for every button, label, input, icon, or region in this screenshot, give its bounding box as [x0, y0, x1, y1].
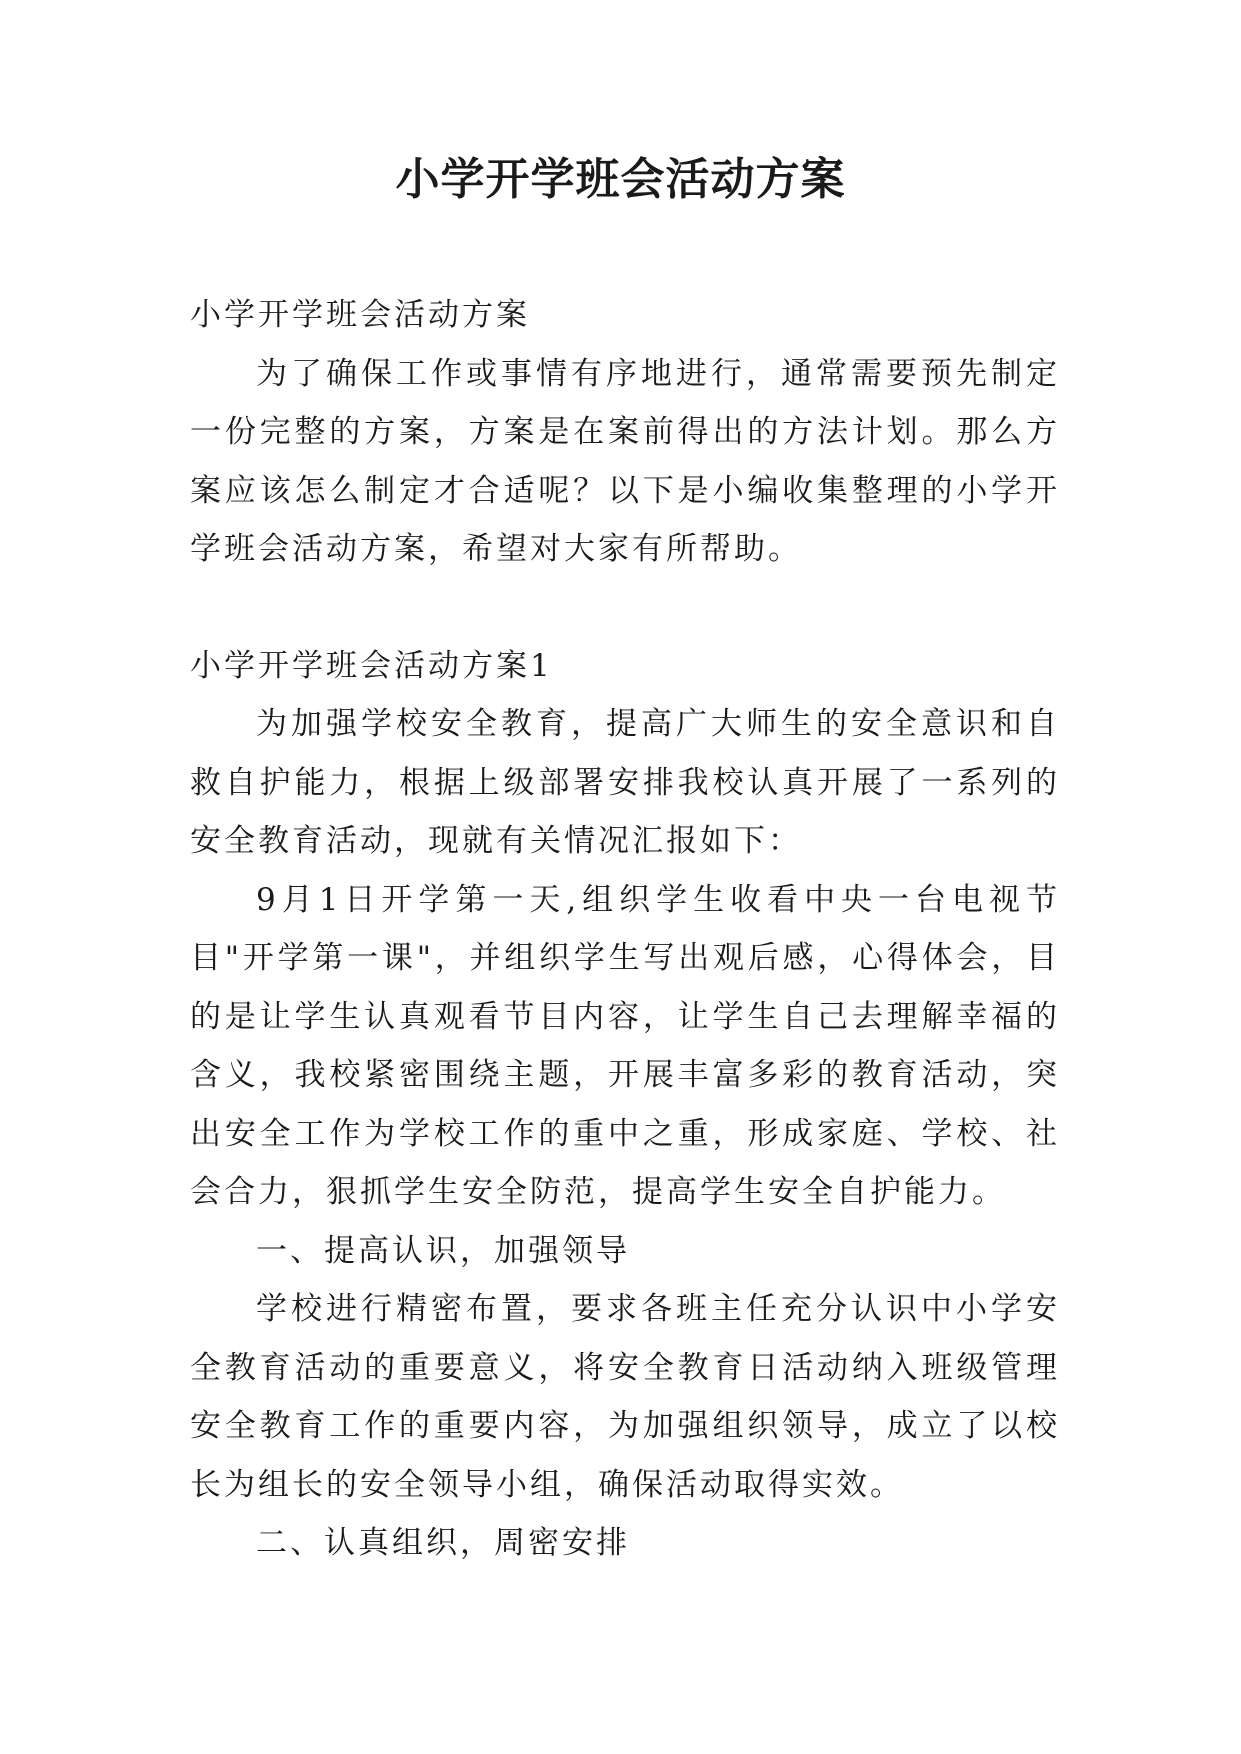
document-title: 小学开学班会活动方案: [395, 154, 846, 205]
body-paragraph: 学校进行精密布置，要求各班主任充分认识中小学安全教育活动的重要意义，将安全教育日活动纳入班级管理安全教育工作的重要内容，为加强组织领导，成立了以校长为组长的安全领导小组，确保活动取得实效。: [190, 1291, 1060, 1503]
list-heading: 一、提高认识，加强领导: [256, 1232, 630, 1269]
paragraph-gap: [190, 579, 1060, 637]
body-paragraph: 为加强学校安全教育，提高广大师生的安全意识和自救自护能力，根据上级部署安排我校认真开展了一系列的安全教育活动，现就有关情况汇报如下：: [190, 706, 1060, 859]
section-heading: 小学开学班会活动方案1: [190, 647, 553, 684]
document-subtitle: 小学开学班会活动方案: [190, 297, 530, 333]
list-heading: 二、认真组织，周密安排: [256, 1525, 630, 1561]
intro-paragraph: 为了确保工作或事情有序地进行，通常需要预先制定一份完整的方案，方案是在案前得出的方法计划。那么方案应该怎么制定才合适呢？以下是小编收集整理的小学开学班会活动方案，希望对大家有所帮助。: [190, 355, 1060, 567]
document-body: [190, 286, 1060, 1573]
body-paragraph: 9月1日开学第一天,组织学生收看中央一台电视节目"开学第一课"，并组织学生写出观后感，心得体会，目的是让学生认真观看节目内容，让学生自己去理解幸福的含义，我校紧密围绕主题，开展丰富多彩的教育活动，突出安全工作为学校工作的重中之重，形成家庭、学校、社会合力，狠抓学生安全防范，提高学生安全自护能力。: [190, 881, 1060, 1210]
